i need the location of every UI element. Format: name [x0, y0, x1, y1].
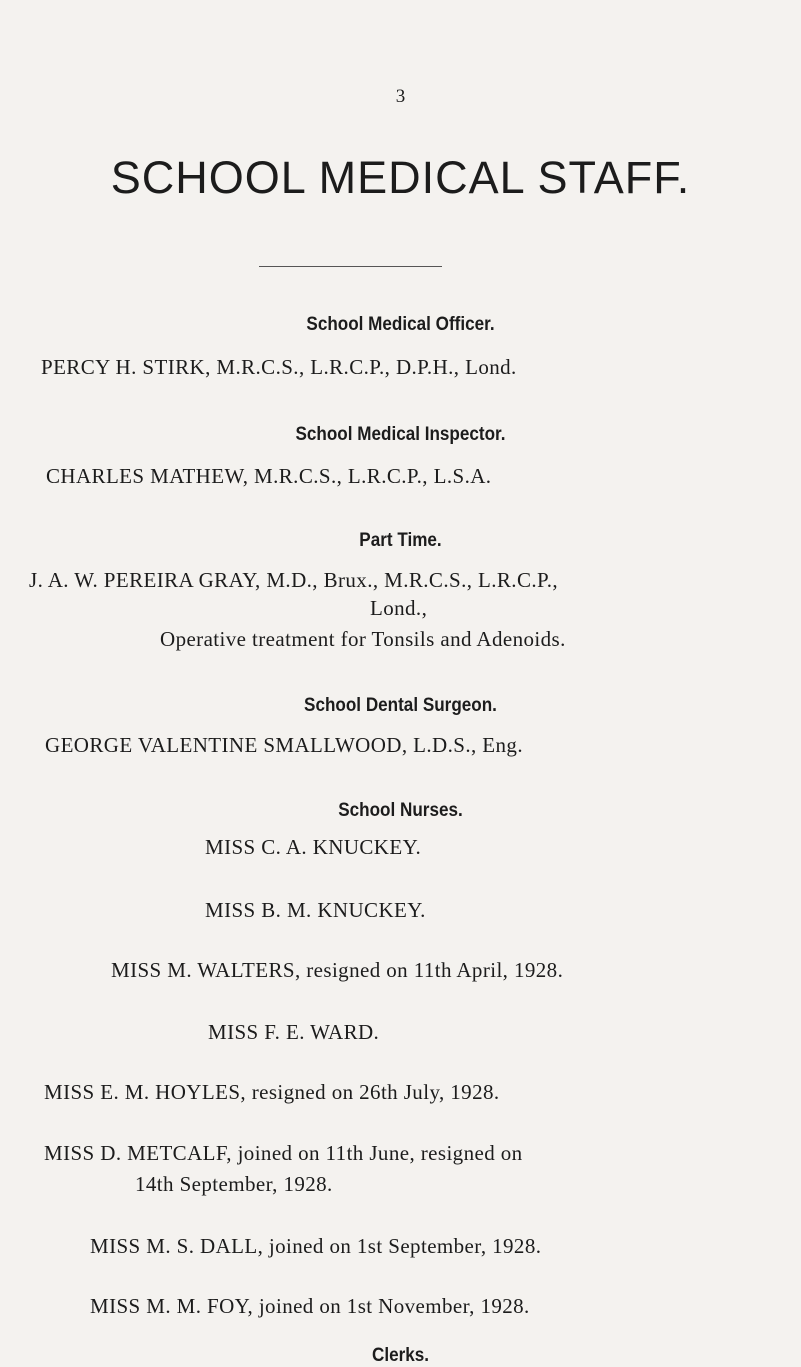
inspector-heading: School Medical Inspector. [295, 424, 506, 445]
nurse-item: MISS B. M. KNUCKEY. [205, 898, 426, 922]
clerks-heading: Clerks. [371, 1345, 430, 1366]
nurses-heading: School Nurses. [338, 800, 463, 821]
nurse-item: MISS F. E. WARD. [208, 1020, 380, 1044]
nurse-item-continuation: 14th September, 1928. [135, 1172, 333, 1196]
officer-heading: School Medical Officer. [306, 314, 495, 335]
title-divider [259, 266, 442, 267]
part-time-note: Operative treatment for Tonsils and Adenoids. [160, 627, 566, 651]
part-time-name-line1: J. A. W. PEREIRA GRAY, M.D., Brux., M.R.C.S., L.R.C.P., [29, 568, 559, 592]
page-number: 3 [395, 86, 406, 107]
page-title: SCHOOL MEDICAL STAFF. [110, 152, 691, 203]
nurse-item: MISS M. WALTERS, resigned on 11th April, 1928. [111, 958, 564, 982]
nurse-item: MISS M. M. FOY, joined on 1st November, 1928. [90, 1294, 530, 1318]
officer-name: PERCY H. STIRK, M.R.C.S., L.R.C.P., D.P.H., Lond. [41, 355, 517, 379]
dental-name: GEORGE VALENTINE SMALLWOOD, L.D.S., Eng. [45, 733, 523, 757]
part-time-name-line2: Lond., [370, 596, 428, 620]
nurse-item: MISS D. METCALF, joined on 11th June, resigned on [44, 1141, 523, 1165]
nurse-item: MISS E. M. HOYLES, resigned on 26th July, 1928. [44, 1080, 500, 1104]
nurse-item: MISS C. A. KNUCKEY. [205, 835, 422, 859]
inspector-name: CHARLES MATHEW, M.R.C.S., L.R.C.P., L.S.A. [46, 464, 492, 488]
nurse-item: MISS M. S. DALL, joined on 1st September, 1928. [90, 1234, 542, 1258]
dental-heading: School Dental Surgeon. [304, 695, 497, 716]
part-time-heading: Part Time. [359, 530, 442, 551]
